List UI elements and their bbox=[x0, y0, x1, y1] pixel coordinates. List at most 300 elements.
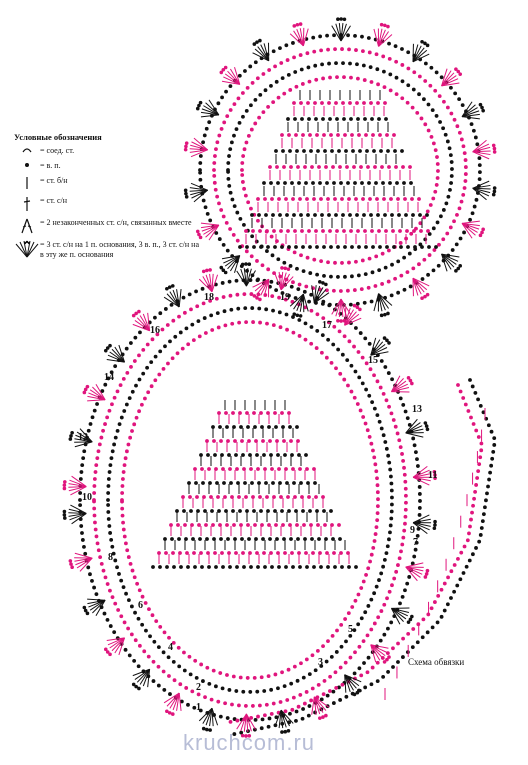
chain-dot bbox=[291, 467, 295, 471]
chain-dot bbox=[269, 84, 273, 88]
chain-dot bbox=[261, 439, 265, 443]
chain-dot bbox=[347, 339, 351, 343]
chain-dot bbox=[82, 449, 86, 453]
chain-dot bbox=[292, 56, 296, 60]
chain-dot bbox=[400, 96, 404, 100]
chain-dot bbox=[347, 197, 351, 201]
chain-dot bbox=[303, 165, 307, 169]
chain-dot bbox=[138, 644, 142, 648]
chain-dot bbox=[327, 62, 331, 66]
chain-dot bbox=[171, 551, 175, 555]
chain-dot bbox=[409, 232, 413, 236]
chain-dot bbox=[468, 559, 472, 563]
chain-dot bbox=[273, 411, 277, 415]
chain-dot bbox=[184, 686, 188, 690]
chain-dot bbox=[268, 165, 272, 169]
chain-dot bbox=[455, 124, 459, 128]
chain-dot bbox=[422, 258, 426, 262]
chain-dot bbox=[453, 563, 457, 567]
chain-dot bbox=[456, 383, 460, 387]
chain-dot bbox=[220, 127, 224, 131]
chain-dot bbox=[327, 303, 331, 307]
chain-dot bbox=[472, 129, 476, 133]
chain-dot bbox=[301, 707, 305, 711]
chain-dot bbox=[247, 439, 251, 443]
chain-dot bbox=[99, 436, 103, 440]
chain-dot bbox=[122, 528, 126, 532]
chain-dot bbox=[232, 134, 236, 138]
chain-dot bbox=[479, 448, 483, 452]
chain-dot bbox=[201, 287, 205, 291]
chain-dot bbox=[207, 682, 211, 686]
chain-dot bbox=[322, 245, 326, 249]
chain-dot bbox=[273, 509, 277, 513]
chain-dot bbox=[217, 201, 221, 205]
chain-dot bbox=[403, 197, 407, 201]
diagram-caption: Схема обвязки bbox=[408, 657, 465, 667]
chain-dot bbox=[166, 323, 170, 327]
chain-dot bbox=[223, 323, 227, 327]
row-number: 10 bbox=[82, 492, 92, 503]
chain-dot bbox=[359, 673, 363, 677]
chain-dot bbox=[332, 701, 336, 705]
chain-dot bbox=[198, 334, 202, 338]
chain-dot bbox=[449, 569, 453, 573]
chain-dot bbox=[226, 161, 230, 165]
chain-dot bbox=[80, 463, 84, 467]
chain-dot bbox=[357, 133, 361, 137]
chain-dot bbox=[335, 75, 339, 79]
chain-dot bbox=[336, 348, 340, 352]
chain-dot bbox=[403, 588, 407, 592]
chain-dot bbox=[277, 467, 281, 471]
chain-dot bbox=[166, 362, 170, 366]
chain-dot bbox=[354, 370, 358, 374]
chain-dot bbox=[98, 555, 102, 559]
chain-dot bbox=[261, 110, 265, 114]
chain-dot bbox=[446, 195, 450, 199]
chain-dot bbox=[259, 509, 263, 513]
chain-dot bbox=[124, 541, 128, 545]
chain-dot bbox=[394, 570, 398, 574]
chain-dot bbox=[267, 725, 271, 729]
chain-dot bbox=[142, 649, 146, 653]
chain-dot bbox=[399, 445, 403, 449]
chain-dot bbox=[217, 326, 221, 330]
chain-dot bbox=[469, 518, 473, 522]
chain-dot bbox=[289, 264, 293, 268]
chain-dot bbox=[127, 555, 131, 559]
chain-dot bbox=[339, 666, 343, 670]
chain-dot bbox=[364, 245, 368, 249]
chain-dot bbox=[390, 411, 394, 415]
chain-dot bbox=[478, 156, 482, 160]
chain-dot bbox=[366, 428, 370, 432]
chain-dot bbox=[190, 689, 194, 693]
chain-dot bbox=[376, 379, 380, 383]
chain-dot bbox=[200, 467, 204, 471]
chain-dot bbox=[434, 245, 438, 249]
chain-dot bbox=[100, 562, 104, 566]
chain-dot bbox=[258, 229, 262, 233]
chain-dot bbox=[277, 197, 281, 201]
chain-dot bbox=[251, 320, 255, 324]
chain-dot bbox=[219, 439, 223, 443]
chain-dot bbox=[377, 578, 381, 582]
chain-dot bbox=[276, 686, 280, 690]
chain-dot bbox=[293, 70, 297, 74]
chain-dot bbox=[108, 589, 112, 593]
chain-dot bbox=[411, 106, 415, 110]
chain-dot bbox=[304, 285, 308, 289]
chain-dot bbox=[375, 52, 379, 56]
chain-dot bbox=[477, 540, 481, 544]
chain-dot bbox=[359, 331, 363, 335]
chain-dot bbox=[305, 658, 309, 662]
chain-dot bbox=[92, 491, 96, 495]
chain-dot bbox=[94, 470, 98, 474]
chain-dot bbox=[109, 538, 113, 542]
chain-dot bbox=[390, 213, 394, 217]
chain-dot bbox=[450, 167, 454, 171]
chain-dot bbox=[141, 595, 145, 599]
chain-dot bbox=[147, 655, 151, 659]
chain-dot bbox=[182, 296, 186, 300]
chain-dot bbox=[225, 425, 229, 429]
chain-dot bbox=[154, 355, 158, 359]
chain-dot bbox=[264, 213, 268, 217]
legend-item-text: = ст. с/н bbox=[40, 196, 68, 206]
chain-dot bbox=[372, 456, 376, 460]
chain-dot bbox=[186, 342, 190, 346]
chain-dot bbox=[245, 141, 249, 145]
chain-dot bbox=[408, 252, 412, 256]
chain-dot bbox=[472, 422, 476, 426]
chain-dot bbox=[348, 213, 352, 217]
chain-dot bbox=[426, 273, 430, 277]
chain-dot bbox=[390, 482, 394, 486]
chain-dot bbox=[389, 517, 393, 521]
chain-dot bbox=[370, 80, 374, 84]
chain-dot bbox=[287, 509, 291, 513]
chain-dot bbox=[239, 676, 243, 680]
chain-dot bbox=[292, 101, 296, 105]
chain-dot bbox=[381, 181, 385, 185]
chain-dot bbox=[376, 615, 380, 619]
chain-dot bbox=[292, 696, 296, 700]
chain-dot bbox=[431, 625, 435, 629]
chain-dot bbox=[259, 411, 263, 415]
chain-dot bbox=[326, 694, 330, 698]
chain-dot bbox=[327, 213, 331, 217]
chain-dot bbox=[245, 411, 249, 415]
chain-dot bbox=[428, 253, 432, 257]
chain-dot bbox=[376, 679, 380, 683]
chain-dot bbox=[315, 245, 319, 249]
chain-dot bbox=[408, 165, 412, 169]
chain-dot bbox=[123, 621, 127, 625]
chain-dot bbox=[308, 509, 312, 513]
chain-dot bbox=[379, 386, 383, 390]
chain-dot bbox=[134, 384, 138, 388]
chain-dot bbox=[252, 411, 256, 415]
chain-dot bbox=[361, 382, 365, 386]
chain-dot bbox=[124, 648, 128, 652]
chain-dot bbox=[310, 165, 314, 169]
chain-dot bbox=[293, 117, 297, 121]
chain-dot bbox=[92, 586, 96, 590]
chain-dot bbox=[490, 430, 494, 434]
chain-dot bbox=[257, 307, 261, 311]
chain-dot bbox=[463, 151, 467, 155]
shell-stitch bbox=[462, 221, 485, 238]
chain-dot bbox=[335, 117, 339, 121]
chain-dot bbox=[336, 133, 340, 137]
chain-dot bbox=[309, 699, 313, 703]
shell-stitch bbox=[164, 693, 181, 716]
chain-dot bbox=[492, 436, 496, 440]
row-number: 9 bbox=[410, 525, 415, 536]
chain-dot bbox=[464, 165, 468, 169]
chain-dot bbox=[412, 555, 416, 559]
chain-dot bbox=[352, 628, 356, 632]
chain-dot bbox=[132, 659, 136, 663]
chain-dot bbox=[377, 117, 381, 121]
chain-dot bbox=[289, 537, 293, 541]
chain-dot bbox=[331, 537, 335, 541]
chain-dot bbox=[269, 688, 273, 692]
chain-dot bbox=[244, 320, 248, 324]
chain-dot bbox=[186, 565, 190, 569]
chain-dot bbox=[230, 140, 234, 144]
chain-dot bbox=[326, 338, 330, 342]
chain-dot bbox=[257, 116, 261, 120]
chain-dot bbox=[378, 133, 382, 137]
chain-dot bbox=[318, 181, 322, 185]
chain-dot bbox=[229, 720, 233, 724]
chain-dot bbox=[320, 351, 324, 355]
chain-dot bbox=[399, 245, 403, 249]
chain-dot bbox=[471, 385, 475, 389]
chain-dot bbox=[285, 213, 289, 217]
chain-dot bbox=[146, 390, 150, 394]
chain-dot bbox=[281, 76, 285, 80]
chain-dot bbox=[218, 671, 222, 675]
chain-dot bbox=[188, 655, 192, 659]
chain-dot bbox=[357, 245, 361, 249]
chain-dot bbox=[411, 627, 415, 631]
chain-dot bbox=[216, 311, 220, 315]
chain-dot bbox=[112, 443, 116, 447]
chain-dot bbox=[109, 624, 113, 628]
chain-dot bbox=[330, 149, 334, 153]
chain-dot bbox=[418, 513, 422, 517]
chain-dot bbox=[161, 328, 165, 332]
chain-dot bbox=[203, 316, 207, 320]
chain-dot bbox=[387, 371, 391, 375]
chain-dot bbox=[475, 198, 479, 202]
chain-dot bbox=[369, 213, 373, 217]
chain-dot bbox=[208, 219, 212, 223]
chain-dot bbox=[257, 213, 261, 217]
chain-dot bbox=[293, 495, 297, 499]
chain-dot bbox=[390, 377, 394, 381]
chain-dot bbox=[406, 632, 410, 636]
chain-dot bbox=[343, 617, 347, 621]
chain-dot bbox=[380, 165, 384, 169]
chain-dot bbox=[384, 229, 388, 233]
chain-dot bbox=[234, 453, 238, 457]
chain-dot bbox=[103, 612, 107, 616]
chain-dot bbox=[372, 591, 376, 595]
chain-dot bbox=[334, 670, 338, 674]
chain-dot bbox=[89, 422, 93, 426]
chain-dot bbox=[280, 509, 284, 513]
chain-dot bbox=[421, 617, 425, 621]
row-number: 7 bbox=[413, 537, 418, 548]
chain-dot bbox=[121, 514, 125, 518]
chain-dot bbox=[417, 262, 421, 266]
chain-dot bbox=[394, 44, 398, 48]
chain-dot bbox=[426, 209, 430, 213]
chain-dot bbox=[398, 601, 402, 605]
chain-dot bbox=[459, 390, 463, 394]
chain-dot bbox=[392, 577, 396, 581]
chain-dot bbox=[333, 261, 337, 265]
chain-dot bbox=[426, 630, 430, 634]
chain-dot bbox=[431, 197, 435, 201]
chain-dot bbox=[471, 552, 475, 556]
chain-dot bbox=[290, 708, 294, 712]
chain-dot bbox=[133, 575, 137, 579]
chain-dot bbox=[373, 462, 377, 466]
chain-dot bbox=[407, 575, 411, 579]
chain-dot bbox=[308, 672, 312, 676]
chain-dot bbox=[468, 218, 472, 222]
chain-dot bbox=[255, 240, 259, 244]
chain-dot bbox=[444, 133, 448, 137]
chain-dot bbox=[411, 645, 415, 649]
chain-dot bbox=[356, 402, 360, 406]
chain-dot bbox=[416, 640, 420, 644]
chain-dot bbox=[270, 467, 274, 471]
chain-dot bbox=[459, 551, 463, 555]
chain-dot bbox=[483, 505, 487, 509]
chain-dot bbox=[241, 180, 245, 184]
chain-dot bbox=[488, 471, 492, 475]
chain-dot bbox=[315, 273, 319, 277]
chain-dot bbox=[296, 537, 300, 541]
chain-dot bbox=[468, 378, 472, 382]
chain-dot bbox=[301, 245, 305, 249]
chain-dot bbox=[103, 383, 107, 387]
chain-dot bbox=[284, 197, 288, 201]
chain-dot bbox=[182, 651, 186, 655]
chain-dot bbox=[339, 623, 343, 627]
chain-dot bbox=[124, 456, 128, 460]
chain-dot bbox=[325, 34, 329, 38]
chain-dot bbox=[342, 378, 346, 382]
chain-dot bbox=[336, 245, 340, 249]
chain-dot bbox=[368, 342, 372, 346]
chain-dot bbox=[162, 670, 166, 674]
chain-dot bbox=[362, 639, 366, 643]
chain-dot bbox=[387, 165, 391, 169]
chain-dot bbox=[293, 250, 297, 254]
chain-dot bbox=[225, 523, 229, 527]
chain-dot bbox=[148, 634, 152, 638]
chain-dot bbox=[322, 274, 326, 278]
chain-dot bbox=[341, 353, 345, 357]
chain-dot bbox=[316, 149, 320, 153]
chain-dot bbox=[388, 57, 392, 61]
chain-dot bbox=[241, 154, 245, 158]
chain-dot bbox=[168, 339, 172, 343]
chain-dot bbox=[189, 673, 193, 677]
chain-dot bbox=[361, 356, 365, 360]
chain-dot bbox=[92, 507, 96, 511]
chain-dot bbox=[108, 409, 112, 413]
chain-dot bbox=[455, 242, 459, 246]
chain-dot bbox=[297, 705, 301, 709]
chain-dot bbox=[86, 566, 90, 570]
chain-dot bbox=[240, 161, 244, 165]
chain-dot bbox=[251, 81, 255, 85]
chain-dot bbox=[359, 409, 363, 413]
chain-dot bbox=[385, 398, 389, 402]
chain-dot bbox=[424, 62, 428, 66]
chain-dot bbox=[356, 229, 360, 233]
chain-dot bbox=[374, 254, 378, 258]
chain-dot bbox=[304, 338, 308, 342]
chain-dot bbox=[375, 413, 379, 417]
chain-dot bbox=[389, 89, 393, 93]
chain-dot bbox=[466, 409, 470, 413]
chain-dot bbox=[220, 95, 224, 99]
chain-dot bbox=[226, 716, 230, 720]
chain-dot bbox=[265, 703, 269, 707]
chain-dot bbox=[120, 416, 124, 420]
chain-dot bbox=[395, 76, 399, 80]
chain-dot bbox=[93, 477, 97, 481]
chain-dot bbox=[250, 306, 254, 310]
chain-dot bbox=[256, 76, 260, 80]
chain-dot bbox=[266, 105, 270, 109]
chain-dot bbox=[355, 101, 359, 105]
chain-dot bbox=[302, 149, 306, 153]
chain-dot bbox=[211, 523, 215, 527]
chain-dot bbox=[291, 280, 295, 284]
chain-dot bbox=[461, 396, 465, 400]
chain-dot bbox=[189, 307, 193, 311]
chain-dot bbox=[224, 411, 228, 415]
chain-dot bbox=[194, 290, 198, 294]
chain-dot bbox=[485, 492, 489, 496]
chain-dot bbox=[354, 599, 358, 603]
chain-dot bbox=[438, 94, 442, 98]
chain-dot bbox=[464, 179, 468, 183]
chain-dot bbox=[349, 303, 353, 307]
chain-dot bbox=[403, 473, 407, 477]
chain-dot bbox=[272, 49, 276, 53]
chain-dot bbox=[301, 133, 305, 137]
chain-dot bbox=[379, 609, 383, 613]
chain-dot bbox=[323, 679, 327, 683]
chain-dot bbox=[264, 307, 268, 311]
chain-dot bbox=[487, 423, 491, 427]
chain-dot bbox=[223, 495, 227, 499]
chain-dot bbox=[270, 197, 274, 201]
